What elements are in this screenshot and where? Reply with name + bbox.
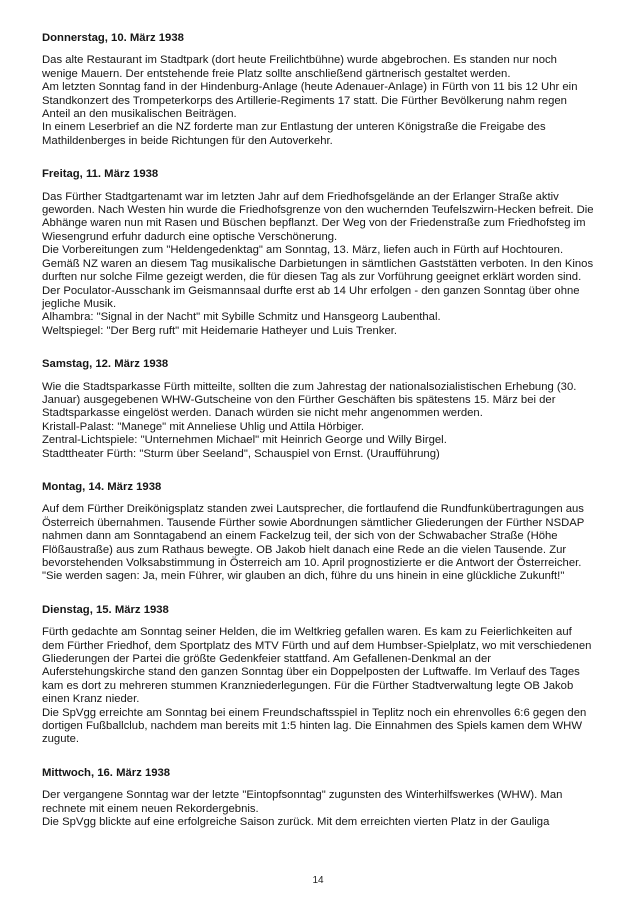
section-heading: Mittwoch, 16. März 1938 (42, 766, 171, 779)
section-heading: Samstag, 12. März 1938 (42, 358, 169, 371)
section-paragraph: Zentral-Lichtspiele: "Unternehmen Michael" mit Heinrich George und Willy Birgel. (42, 434, 447, 447)
section-paragraph: Kristall-Palast: "Manege" mit Anneliese Uhlig und Attila Hörbiger. (42, 420, 364, 433)
document-content (42, 32, 595, 830)
section-paragraph: Stadttheater Fürth: "Sturm über Seeland", Schauspiel von Ernst. (Uraufführung) (42, 447, 440, 460)
section-paragraph: Fürth gedachte am Sonntag seiner Helden, die im Weltkrieg gefallen waren. Es kam zu Feierlichkeiten auf dem Fürther Friedhof, dem Sportplatz des MTV Fürth und auf dem Humbser-Spielplatz, wo mit verschiedenen Gliederungen der Partei die größte Gedenkfeier stattfand. Am Gefallenen-Denkmal an der Auferstehungskirche stand den ganzen Sonntag über ein Doppelposten der Luftwaffe. Im Verlauf des Tages kam es dort zu mehreren stummen Kranzniederlegungen. Für die Fürther Stadtverwaltung legte OB Jakob einen Kranz nieder. (42, 626, 592, 706)
section-paragraph: Der vergangene Sonntag war der letzte "Eintopfsonntag" zugunsten des Winterhilfswerkes (WHW). Man rechnete mit einem neuen Rekordergebnis. (42, 789, 563, 815)
section-paragraph: Die SpVgg blickte auf eine erfolgreiche Saison zurück. Mit dem erreichten vierten Platz in der Gauliga (42, 816, 550, 829)
section-heading: Freitag, 11. März 1938 (42, 168, 159, 181)
section-paragraph: Wie die Stadtsparkasse Fürth mitteilte, sollten die zum Jahrestag der nationalsozialistischen Erhebung (30. Januar) ausgegebenen WHW-Gutscheine von den Fürther Geschäften bis spätestens 15. März bei der Stadtsparkasse eingelöst werden. Danach würden sie nicht mehr angenommen werden. (42, 380, 577, 420)
section-paragraph: In einem Leserbrief an die NZ forderte man zur Entlastung der unteren Königstraße die Freigabe des Mathildenberges in beide Richtungen für den Autoverkehr. (42, 121, 546, 147)
section-heading: Dienstag, 15. März 1938 (42, 603, 169, 616)
section-heading: Montag, 14. März 1938 (42, 480, 162, 493)
section-paragraph: Das alte Restaurant im Stadtpark (dort heute Freilichtbühne) wurde abgebrochen. Es standen nur noch wenige Mauern. Der entstehende freie Platz sollte anschließend gärtnerisch gestaltet werden. (42, 54, 557, 80)
section-paragraph: Alhambra: "Signal in der Nacht" mit Sybille Schmitz und Hansgeorg Laubenthal. (42, 311, 441, 324)
page-number: 14 (312, 875, 324, 886)
section-paragraph: Am letzten Sonntag fand in der Hindenburg-Anlage (heute Adenauer-Anlage) in Fürth von 11 bis 12 Uhr ein Standkonzert des Trompeterkorps des Artillerie-Regiments 17 statt. Die Fürther Bevölkerung nahm regen Anteil an den musikalischen Beiträgen. (42, 81, 578, 121)
section-paragraph: Auf dem Fürther Dreikönigsplatz standen zwei Lautsprecher, die fortlaufend die Rundfunkübertragungen aus Österreich übernahmen. Tausende Fürther sowie Abordnungen sämtlicher Gliederungen der Fürther NSDAP nahmen dann am Sonntagabend an einem Fackelzug teil, der sich von der Schwabacher Straße (Höhe Flößaustraße) aus zum Rathaus bewegte. OB Jakob hielt danach eine Rede an die vielen Tausende. Zur bevorstehenden Volksabstimmung in Österreich am 10. April prognostizierte er die Antwort der Österreicher. "Sie werden sagen: Ja, mein Führer, wir glauben an dich, führe du uns hinein in eine glückliche Zukunft!" (42, 503, 585, 583)
section-paragraph: Das Fürther Stadtgartenamt war im letzten Jahr auf dem Friedhofsgelände an der Erlanger Straße aktiv geworden. Nach Westen hin wurde die Friedhofsgrenze von den wuchernden Teufelszwirn-Hecken befreit. Die Abhänge waren nun mit Rasen und Büschen bepflanzt. Der Weg von der Friedenstraße zum Friedhofsteg im Wiesengrund erfuhr dadurch eine optische Verschönerung. (42, 190, 594, 243)
section-paragraph: Die SpVgg erreichte am Sonntag bei einem Freundschaftsspiel in Teplitz noch ein ehrenvolles 6:6 gegen den dortigen Fußballclub, nachdem man bereits mit 1:5 hinten lag. Die Einnahmen des Spiels kamen dem WHW zugute. (42, 706, 587, 746)
section-paragraph: Weltspiegel: "Der Berg ruft" mit Heidemarie Hatheyer und Luis Trenker. (42, 324, 398, 337)
section-paragraph: Die Vorbereitungen zum "Heldengedenktag" am Sonntag, 13. März, liefen auch in Fürth auf Hochtouren. Gemäß NZ waren an diesem Tag musikalische Darbietungen in sämtlichen Gaststätten verboten. In den Kinos durften nur solche Filme gezeigt werden, die für diesen Tag als zur Vorführung geeignet erklärt worden sind. Der Poculator-Ausschank im Geismannsaal durfte erst ab 14 Uhr erfolgen - den ganzen Sonntag über ohne jegliche Musik. (42, 244, 594, 310)
section-heading: Donnerstag, 10. März 1938 (42, 32, 184, 44)
